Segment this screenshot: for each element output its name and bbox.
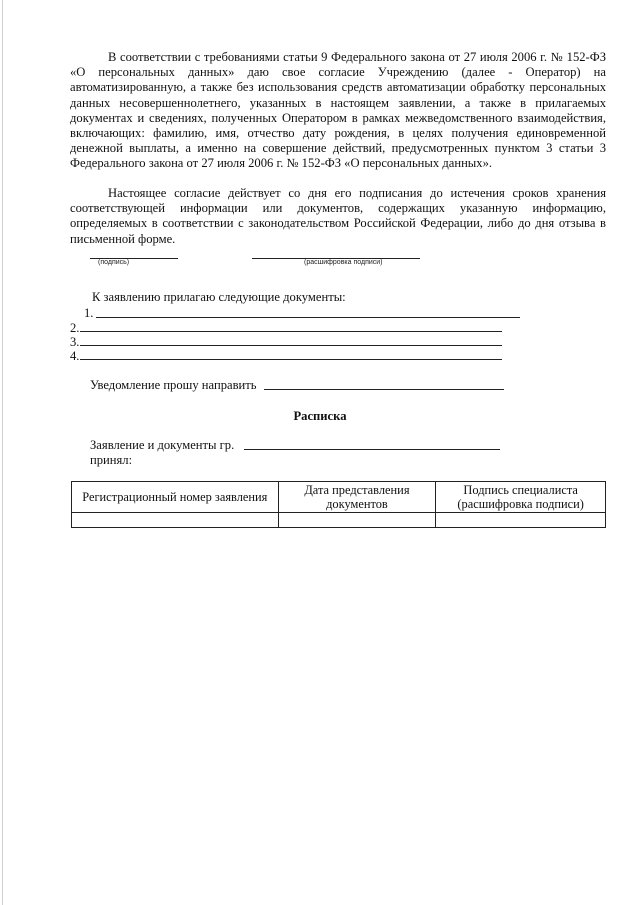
receipt-name-line[interactable] [244, 449, 500, 450]
cell-specialist-signature[interactable] [436, 513, 606, 528]
signature-decode-caption: (расшифровка подписи) [304, 259, 383, 266]
cell-registration-number[interactable] [72, 513, 279, 528]
header-specialist-signature: Подпись специалиста (расшифровка подписи) [436, 482, 606, 513]
receipt-received-label: Заявление и документы гр. [90, 438, 235, 452]
attachment-number-4: 4. [70, 349, 80, 363]
signature-caption: (подпись) [98, 259, 130, 266]
attachment-line-1[interactable] [96, 317, 520, 318]
attachment-line-2[interactable] [80, 331, 502, 332]
attachments-heading: К заявлению прилагаю следующие документы: [92, 290, 346, 304]
receipt-table-header-row [72, 482, 606, 513]
header-submission-date: Дата представления документов [278, 482, 436, 513]
notification-label: Уведомление прошу направить [90, 378, 257, 392]
receipt-table [71, 481, 606, 528]
validity-paragraph: Настоящее согласие действует со дня его подписания до истечения сроков хранения соответствующей информации или документов, содержащих указанную информацию, определяемых в соответствии с законодательством Российской Федерации, либо до дня отзыва в письменной форме. [70, 186, 606, 246]
consent-paragraph: В соответствии с требованиями статьи 9 Федерального закона от 27 июля 2006 г. № 152-ФЗ «О персональных данных» даю свое согласие Учреждению (далее - Оператор) на автоматизированную, а также без использования средств автоматизации обработку персональных данных несовершеннолетнего, указанных в настоящем заявлении, а также в прилагаемых документах и сведениях, полученных Оператором в рамках межведомственного взаимодействия, включающих: фамилию, имя, отчество дату рождения, в целях получения единовременной денежной выплаты, а именно на совершение действий, предусмотренных пунктом 3 статьи 3 Федерального закона от 27 июля 2006 г. № 152-ФЗ «О персональных данных». [70, 50, 606, 171]
cell-submission-date[interactable] [278, 513, 436, 528]
header-registration-number: Регистрационный номер заявления [72, 482, 279, 513]
notification-line[interactable] [264, 389, 504, 390]
receipt-accepted-label: принял: [90, 453, 133, 467]
attachment-number-1: 1. [84, 306, 94, 320]
receipt-title: Расписка [293, 409, 347, 423]
attachment-number-2: 2. [70, 321, 80, 335]
attachment-line-3[interactable] [80, 345, 502, 346]
scan-edge-line [2, 0, 3, 905]
attachment-line-4[interactable] [80, 359, 502, 360]
attachment-number-3: 3. [70, 335, 80, 349]
table-row [72, 513, 606, 528]
